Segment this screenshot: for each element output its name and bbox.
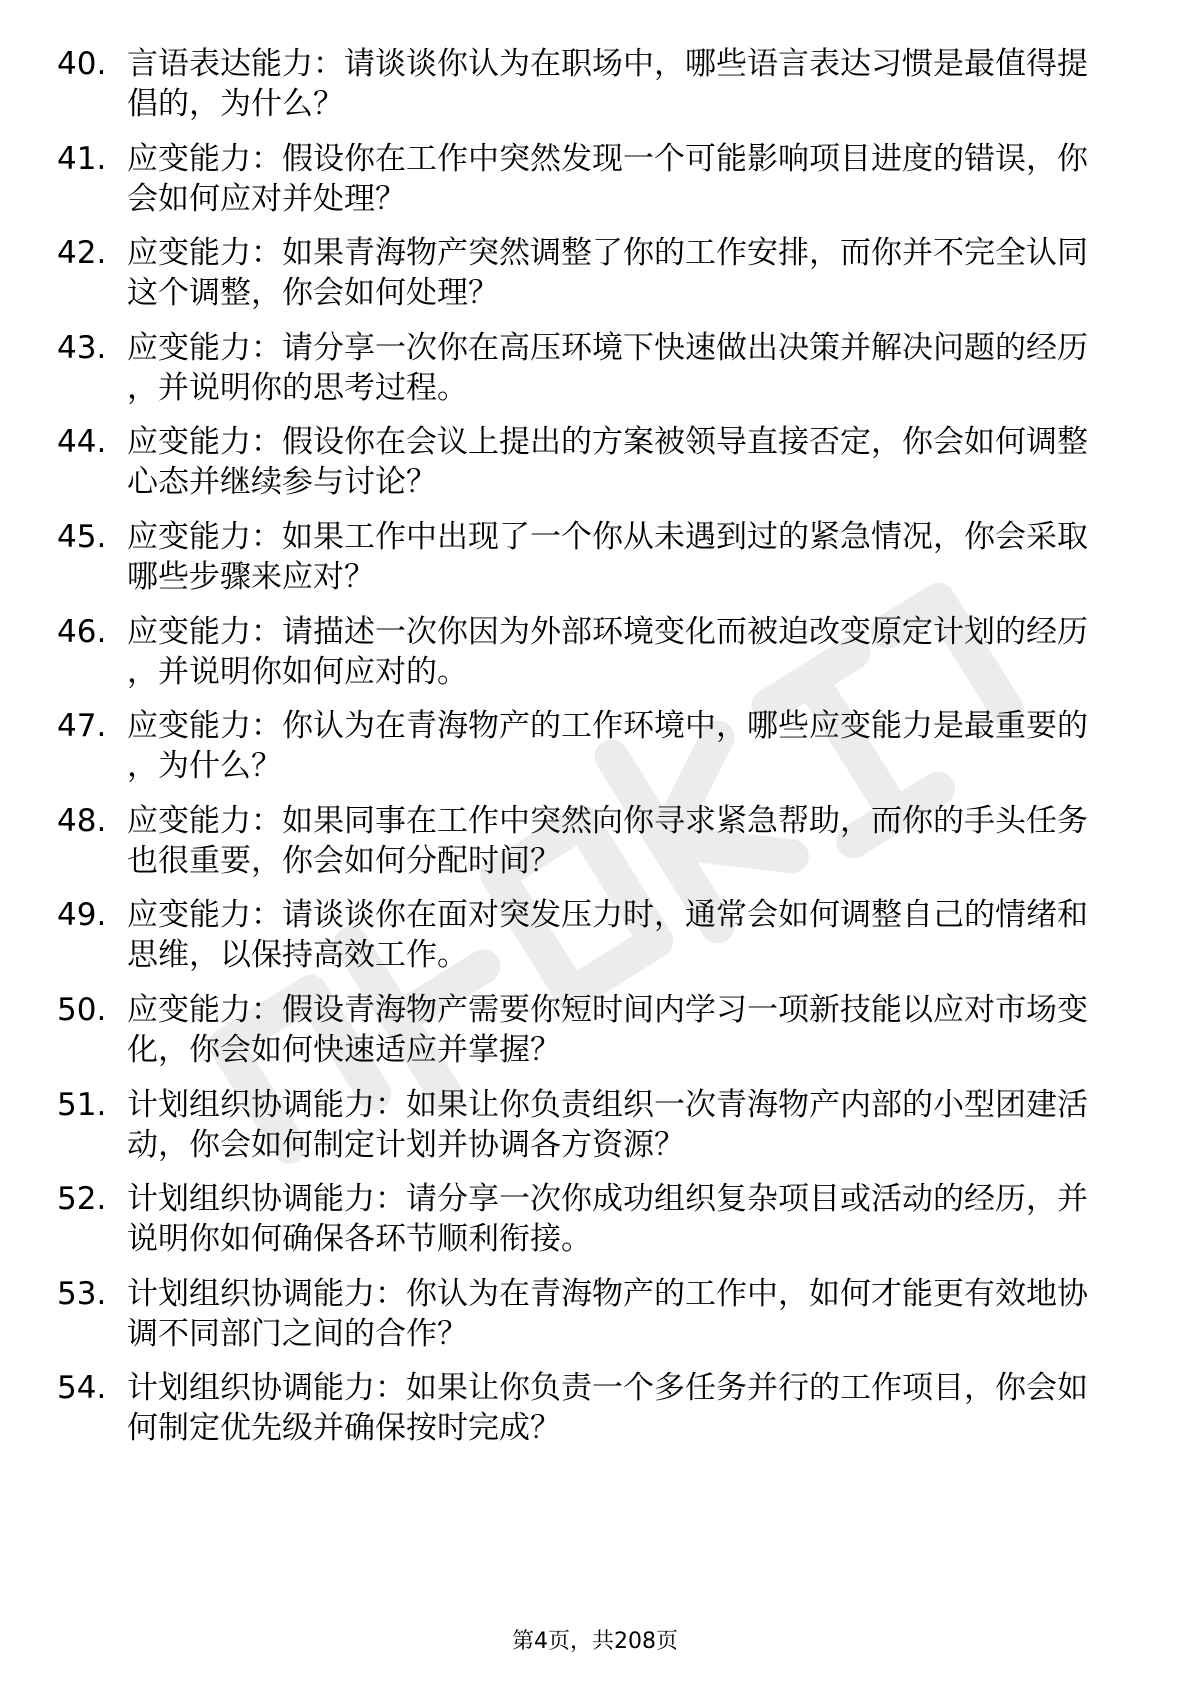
question-number: 47. — [57, 708, 107, 745]
question-text: 言语表达能力：请谈谈你认为在职场中，哪些语言表达习惯是最值得提倡的，为什么？ — [127, 46, 1088, 122]
question-item — [0, 895, 1190, 990]
question-text: 应变能力：假设青海物产需要你短时间内学习一项新技能以应对市场变化，你会如何快速适应并掌握？ — [127, 991, 1088, 1068]
question-number: 53. — [57, 1275, 107, 1312]
question-item — [0, 44, 1190, 139]
question-number: 46. — [57, 613, 107, 650]
question-number: 49. — [57, 897, 107, 934]
page-footer — [0, 1628, 1190, 1656]
question-number: 45. — [57, 518, 107, 555]
question-item — [0, 422, 1190, 517]
question-item — [0, 1179, 1190, 1274]
question-text: 应变能力：假设你在工作中突然发现一个可能影响项目进度的错误，你会如何应对并处理？ — [127, 140, 1088, 217]
question-item — [0, 706, 1190, 801]
question-text: 应变能力：如果青海物产突然调整了你的工作安排，而你并不完全认同这个调整，你会如何处理？ — [127, 235, 1088, 312]
question-number: 40. — [57, 46, 107, 82]
question-text: 应变能力：请分享一次你在高压环境下快速做出决策并解决问题的经历，并说明你的思考过程。 — [127, 329, 1088, 406]
question-item — [0, 328, 1190, 423]
question-number: 54. — [57, 1370, 107, 1407]
question-number: 44. — [57, 424, 107, 461]
question-number: 51. — [57, 1086, 107, 1123]
question-number: 43. — [57, 329, 107, 366]
question-text: 应变能力：你认为在青海物产的工作环境中，哪些应变能力是最重要的，为什么？ — [127, 708, 1088, 785]
question-item — [0, 990, 1190, 1085]
question-text: 计划组织协调能力：如果让你负责组织一次青海物产内部的小型团建活动，你会如何制定计划并协调各方资源？ — [127, 1086, 1088, 1163]
question-item — [0, 517, 1190, 612]
question-item — [0, 1274, 1190, 1369]
question-number: 41. — [57, 140, 107, 177]
question-number: 48. — [57, 802, 107, 839]
question-text: 计划组织协调能力：你认为在青海物产的工作中，如何才能更有效地协调不同部门之间的合作？ — [127, 1275, 1088, 1352]
question-item — [0, 612, 1190, 707]
question-text: 计划组织协调能力：请分享一次你成功组织复杂项目或活动的经历，并说明你如何确保各环节顺利衔接。 — [127, 1181, 1088, 1258]
question-item — [0, 139, 1190, 234]
question-list — [0, 44, 1190, 1463]
question-number: 52. — [57, 1181, 107, 1218]
question-text: 应变能力：如果工作中出现了一个你从未遇到过的紧急情况，你会采取哪些步骤来应对？ — [127, 518, 1088, 595]
question-item — [0, 1368, 1190, 1463]
question-text: 应变能力：如果同事在工作中突然向你寻求紧急帮助，而你的手头任务也很重要，你会如何分配时间？ — [127, 802, 1088, 879]
question-item — [0, 1085, 1190, 1180]
question-number: 42. — [57, 235, 107, 272]
page-number-label: 第4页，共208页 — [512, 1629, 678, 1654]
question-text: 应变能力：请描述一次你因为外部环境变化而被迫改变原定计划的经历，并说明你如何应对的。 — [127, 613, 1088, 690]
question-text: 应变能力：假设你在会议上提出的方案被领导直接否定，你会如何调整心态并继续参与讨论？ — [127, 424, 1088, 501]
question-text: 应变能力：请谈谈你在面对突发压力时，通常会如何调整自己的情绪和思维，以保持高效工作。 — [127, 897, 1088, 974]
question-text: 计划组织协调能力：如果让你负责一个多任务并行的工作项目，你会如何制定优先级并确保按时完成？ — [127, 1370, 1088, 1447]
question-number: 50. — [57, 991, 107, 1028]
question-item — [0, 801, 1190, 896]
question-item — [0, 233, 1190, 328]
